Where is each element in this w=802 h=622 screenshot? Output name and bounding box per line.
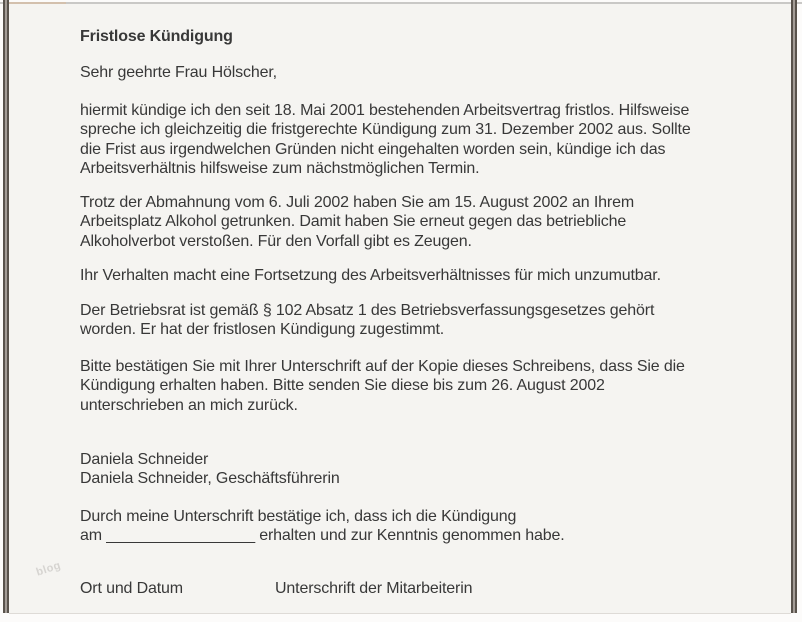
text-line: worden. Er hat der fristlosen Kündigung zugestimmt. bbox=[80, 321, 445, 339]
text-line: am _________________ erhalten und zur Kenntnis genommen habe. bbox=[80, 527, 565, 545]
page-border-top bbox=[0, 2, 802, 4]
text-line: die Frist aus irgendwelchen Gründen nicht eingehalten worden sein, kündige ich das bbox=[80, 140, 666, 158]
place-date-label: Ort und Datum bbox=[80, 580, 183, 597]
text-line: Durch meine Unterschrift bestätige ich, dass ich die Kündigung bbox=[80, 508, 517, 525]
text-line: Arbeitsplatz Alkohol getrunken. Damit haben Sie erneut gegen das betriebliche bbox=[80, 213, 627, 231]
text-line: Kündigung erhalten haben. Bitte senden Sie diese bis zum 26. August 2002 bbox=[80, 377, 605, 395]
page-border-left bbox=[3, 0, 9, 613]
page-border-bottom bbox=[9, 613, 791, 614]
page-border-right bbox=[791, 0, 797, 613]
text-line: Der Betriebsrat ist gemäß § 102 Absatz 1 des Betriebsverfassungsgesetzes gehört bbox=[80, 302, 655, 319]
text-line: Trotz der Abmahnung vom 6. Juli 2002 haben Sie am 15. August 2002 an Ihrem bbox=[80, 194, 634, 211]
employee-signature-label: Unterschrift der Mitarbeiterin bbox=[275, 580, 473, 597]
paragraph-works-council bbox=[80, 301, 654, 340]
text-line: Ihr Verhalten macht eine Fortsetzung des Arbeitsverhältnisses für mich unzumutbar. bbox=[80, 267, 661, 284]
text-line: Daniela Schneider bbox=[80, 451, 209, 468]
text-line: Alkoholverbot verstoßen. Für den Vorfall gibt es Zeugen. bbox=[80, 232, 472, 250]
watermark: blog bbox=[34, 559, 63, 579]
letter-title: Fristlose Kündigung bbox=[80, 28, 233, 45]
paragraph-warning-incident bbox=[80, 193, 634, 251]
text-line: hiermit kündige ich den seit 18. Mai 2001 bestehenden Arbeitsvertrag fristlos. Hilfsweise bbox=[80, 102, 690, 119]
text-line: spreche ich gleichzeitig die fristgerechte Kündigung zum 31. Dezember 2002 aus. Sollte bbox=[80, 121, 691, 139]
signature-block bbox=[80, 450, 340, 489]
confirmation-block bbox=[80, 507, 565, 546]
text-line: Daniela Schneider, Geschäftsführerin bbox=[80, 470, 340, 488]
salutation: Sehr geehrte Frau Hölscher, bbox=[80, 64, 277, 81]
page-border-top-accent bbox=[8, 2, 66, 4]
text-line: Bitte bestätigen Sie mit Ihrer Unterschrift auf der Kopie dieses Schreibens, dass Sie die bbox=[80, 358, 685, 375]
text-line: unterschrieben an mich zurück. bbox=[80, 396, 298, 414]
paragraph-termination bbox=[80, 101, 691, 178]
paragraph-confirmation-request bbox=[80, 357, 685, 415]
text-line: Arbeitsverhältnis hilfsweise zum nächstmöglichen Termin. bbox=[80, 159, 480, 177]
paragraph-unreasonable bbox=[80, 266, 661, 285]
